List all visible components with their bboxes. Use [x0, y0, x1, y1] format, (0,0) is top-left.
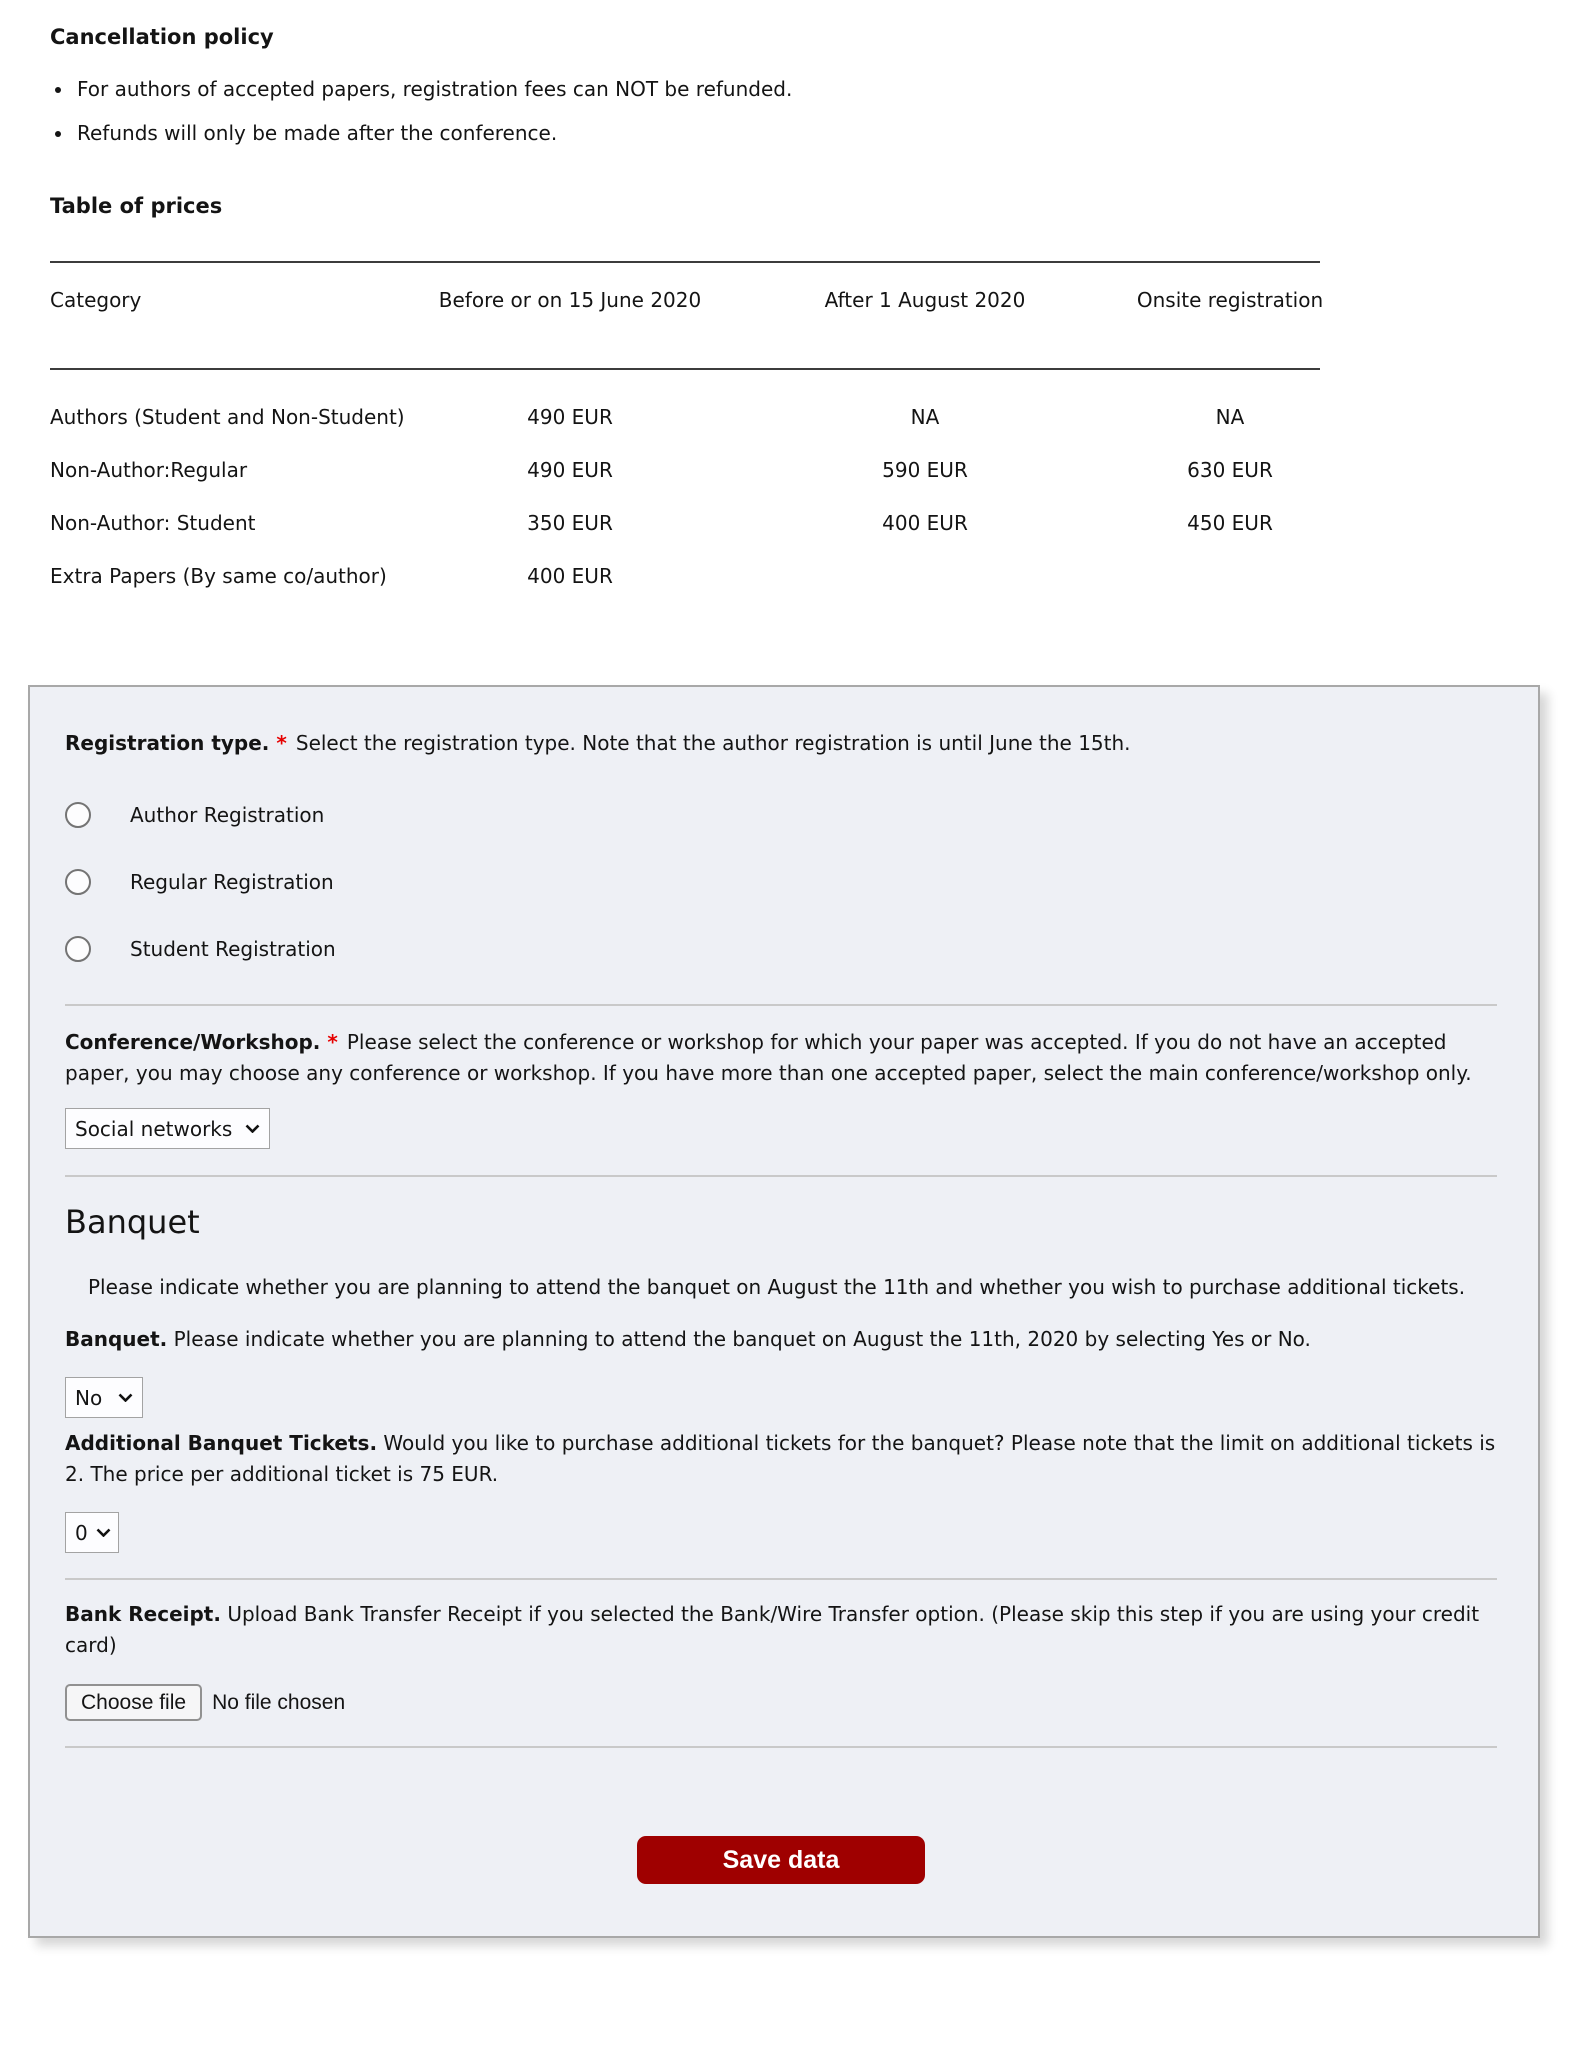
section-divider [65, 1578, 1497, 1580]
additional-tickets-field-text [65, 1428, 1497, 1490]
policy-bullet: • Refunds will only be made after the conference. [74, 120, 1576, 147]
price-cell: 490 EUR [527, 404, 613, 429]
price-cell: 400 EUR [527, 563, 613, 588]
bank-receipt-field-text [65, 1599, 1497, 1661]
price-cell: 350 EUR [527, 510, 613, 535]
bank-receipt-file-input [65, 1684, 1497, 1721]
column-header-late: After 1 August 2020 [824, 288, 1026, 312]
conference-workshop-field-text [65, 1027, 1497, 1089]
selected-value: No [75, 1385, 103, 1410]
selected-value: 0 [75, 1520, 88, 1545]
price-cell: NA [910, 404, 940, 429]
registration-type-field-text [65, 728, 1497, 759]
radio-option-student-registration[interactable] [65, 935, 1497, 963]
cancellation-policy-heading: Cancellation policy [50, 25, 274, 49]
table-row [50, 390, 1320, 443]
price-cell: 590 EUR [882, 457, 968, 482]
price-table-header-row [50, 263, 1324, 368]
category-cell: Non-Author: Student [50, 510, 256, 535]
section-divider [65, 1004, 1497, 1006]
price-cell: 450 EUR [1187, 510, 1273, 535]
save-data-button[interactable]: Save data [637, 1836, 925, 1884]
column-header-early: Before or on 15 June 2020 [438, 288, 702, 312]
price-cell: 630 EUR [1187, 457, 1273, 482]
price-cell: NA [1215, 404, 1245, 429]
section-divider [65, 1746, 1497, 1748]
section-divider [65, 1175, 1497, 1177]
bank-receipt-description: Upload Bank Transfer Receipt if you selected the Bank/Wire Transfer option. (Please skip this step if you are using your credit card) [65, 1602, 1480, 1657]
cancellation-policy-list [50, 76, 1576, 147]
additional-tickets-description: Would you like to purchase additional tickets for the banquet? Please note that the limit on additional tickets is 2. The price per additional ticket is 75 EUR. [65, 1431, 1496, 1486]
file-chosen-status: No file chosen [212, 1690, 346, 1714]
choose-file-button[interactable]: Choose file [65, 1684, 202, 1721]
category-cell: Non-Author:Regular [50, 457, 248, 482]
banquet-section-heading: Banquet [65, 1203, 200, 1241]
document-area [0, 24, 1576, 628]
price-cell: 400 EUR [882, 510, 968, 535]
price-table-body [50, 370, 1320, 628]
radio-button-icon[interactable] [65, 869, 91, 895]
radio-label: Author Registration [130, 803, 325, 827]
radio-button-icon[interactable] [65, 936, 91, 962]
conference-workshop-description: Please select the conference or workshop for which your paper was accepted. If you do not have an accepted paper, you may choose any conference or workshop. If you have more than one accepted paper, select the main conference/workshop only. [65, 1030, 1472, 1085]
column-header-onsite: Onsite registration [1136, 288, 1324, 312]
additional-tickets-label: Additional Banquet Tickets. [65, 1431, 378, 1455]
column-header-category: Category [50, 288, 142, 312]
price-cell [710, 549, 1140, 602]
chevron-down-icon [245, 1124, 260, 1133]
price-table [50, 261, 1324, 628]
category-cell: Extra Papers (By same co/author) [50, 563, 387, 588]
table-row [50, 496, 1320, 549]
price-cell: 490 EUR [527, 457, 613, 482]
conference-workshop-label: Conference/Workshop. [65, 1030, 321, 1054]
required-asterisk: * [327, 1030, 338, 1054]
required-asterisk: * [276, 731, 287, 755]
radio-option-regular-registration[interactable] [65, 868, 1497, 896]
radio-label: Regular Registration [130, 870, 334, 894]
chevron-down-icon [96, 1528, 111, 1537]
banquet-intro-text: Please indicate whether you are planning to attend the banquet on August the 11th and whether you wish to purchase additional tickets. [88, 1275, 1466, 1299]
registration-form-panel [28, 685, 1540, 1938]
bank-receipt-label: Bank Receipt. [65, 1602, 221, 1626]
table-row [50, 549, 1320, 602]
banquet-label: Banquet. [65, 1327, 168, 1351]
table-of-prices-heading: Table of prices [50, 194, 223, 218]
chevron-down-icon [118, 1393, 133, 1402]
policy-bullet: • For authors of accepted papers, registration fees can NOT be refunded. [74, 76, 1576, 103]
additional-tickets-select[interactable] [65, 1512, 119, 1553]
registration-type-description: Select the registration type. Note that the author registration is until June the 15th. [295, 731, 1131, 755]
banquet-attend-select[interactable] [65, 1377, 143, 1418]
save-button-row [65, 1836, 1497, 1884]
radio-label: Student Registration [130, 937, 336, 961]
selected-value: Social networks [75, 1116, 233, 1141]
registration-type-label: Registration type. [65, 731, 270, 755]
banquet-field-text [65, 1324, 1497, 1355]
conference-workshop-select[interactable] [65, 1108, 270, 1149]
price-cell [1140, 549, 1320, 602]
radio-button-icon[interactable] [65, 802, 91, 828]
category-cell: Authors (Student and Non-Student) [50, 404, 405, 429]
banquet-description: Please indicate whether you are planning to attend the banquet on August the 11th, 2020 by selecting Yes or No. [173, 1327, 1311, 1351]
radio-option-author-registration[interactable] [65, 801, 1497, 829]
table-row [50, 443, 1320, 496]
